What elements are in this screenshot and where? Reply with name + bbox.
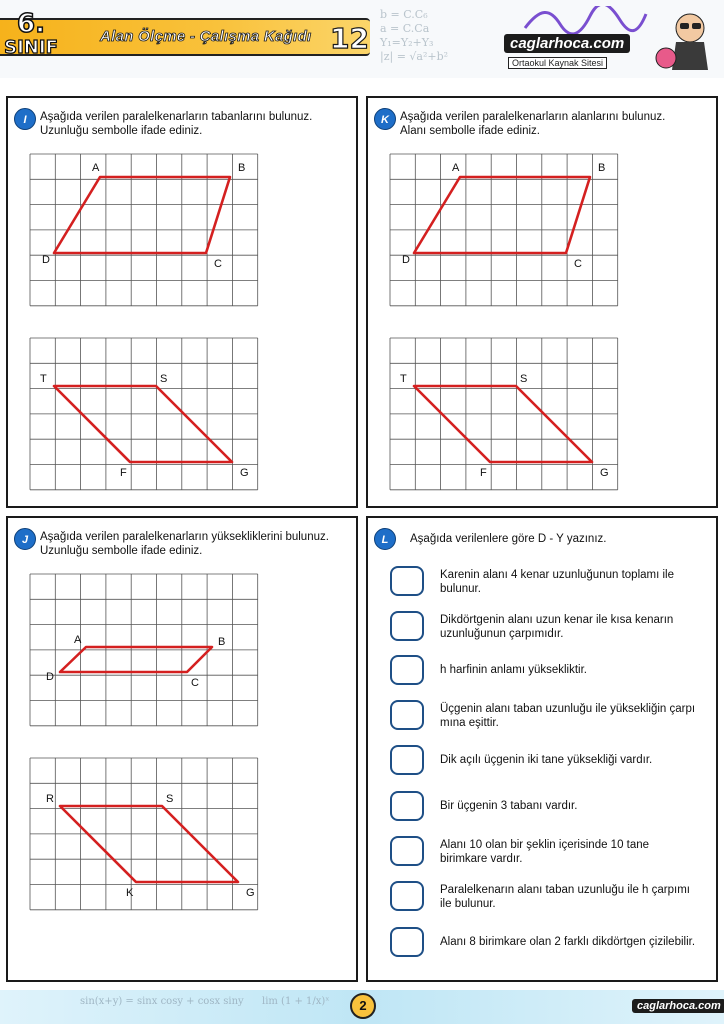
sheet-number: 12	[330, 22, 369, 55]
parallelogram	[60, 806, 238, 882]
question-j-text	[40, 530, 358, 558]
formula-4: |z| = √a²+b²	[380, 50, 449, 63]
statement-line: h harfinin anlamı yüksekliktir.	[440, 664, 588, 676]
badge-i: I	[14, 108, 36, 130]
answer-box[interactable]	[390, 791, 424, 821]
question-i-line1: Aşağıda verilen paralelkenarların tabanlarını bulunuz.	[40, 111, 313, 123]
statement-line: Karenin alanı 4 kenar uzunluğunun toplamı ile	[440, 569, 674, 581]
statement-line: Paralelkenarın alanı taban uzunluğu ile h çarpımı	[440, 884, 690, 896]
formula-1: b = C.C₆	[380, 8, 428, 21]
statement-line: Bir üçgenin 3 tabanı vardır.	[440, 800, 578, 812]
page-header	[0, 0, 724, 78]
vertex-label: T	[400, 373, 407, 385]
answer-box[interactable]	[390, 655, 424, 685]
grade-badge	[4, 10, 58, 68]
badge-j: J	[14, 528, 36, 550]
footer-brand[interactable]: caglarhoca.com	[632, 999, 724, 1013]
vertex-label: A	[92, 162, 100, 174]
statement-line: ile bulunur.	[440, 898, 496, 910]
formula-3: Y₁=Y₂+Y₃	[380, 36, 434, 49]
vertex-label: T	[40, 373, 47, 385]
vertex-label: C	[214, 258, 222, 270]
statement-text	[440, 838, 720, 866]
question-k-text	[400, 110, 718, 138]
statement-line: mına eşittir.	[440, 717, 499, 729]
answer-box[interactable]	[390, 927, 424, 957]
question-j-line2: Uzunluğu sembolle ifade ediniz.	[40, 545, 203, 557]
grid-j-2	[28, 756, 276, 914]
grid-i-2	[28, 336, 268, 494]
answer-box[interactable]	[390, 745, 424, 775]
panel-k	[366, 96, 718, 508]
statement-text	[440, 613, 720, 641]
vertex-label: G	[246, 887, 255, 899]
parallelogram	[60, 647, 212, 672]
answer-box[interactable]	[390, 611, 424, 641]
vertex-label: S	[520, 373, 528, 385]
grid-k-2	[388, 336, 628, 494]
vertex-label: B	[218, 636, 226, 648]
answer-box[interactable]	[390, 881, 424, 911]
question-j-line1: Aşağıda verilen paralelkenarların yüksekliklerini bulunuz.	[40, 531, 329, 543]
statement-text	[440, 663, 720, 677]
vertex-label: G	[600, 467, 609, 479]
vertex-label: K	[126, 887, 134, 899]
vertex-label: B	[598, 162, 606, 174]
statement-line: uzunluğunun çarpımıdır.	[440, 628, 564, 640]
statement-text	[440, 753, 720, 767]
footer-formula-right: lim (1 + 1/x)ˣ	[262, 996, 330, 1007]
answer-box[interactable]	[390, 566, 424, 596]
header-formulas	[380, 8, 448, 64]
vertex-label: R	[46, 793, 54, 805]
grid-j-1	[28, 572, 276, 730]
mascot-icon	[652, 8, 718, 72]
footer-formula-left: sin(x+y) = sinx cosy + cosx siny	[80, 996, 244, 1007]
vertex-label: D	[402, 254, 410, 266]
statement-line: Alanı 10 olan bir şeklin içerisinde 10 tane	[440, 839, 650, 851]
vertex-label: C	[574, 258, 582, 270]
brand-logo[interactable]: caglarhoca.com	[504, 34, 630, 53]
statement-line: birimkare vardır.	[440, 853, 523, 865]
vertex-label: A	[74, 634, 82, 646]
vertex-label: A	[452, 162, 460, 174]
sheet-title: Alan Ölçme - Çalışma Kağıdı	[100, 28, 312, 45]
grade-number: 6.	[17, 9, 45, 39]
panel-l	[366, 516, 718, 982]
statement-text	[440, 799, 720, 813]
grade-word: SINIF	[4, 37, 58, 58]
vertex-label: F	[480, 467, 487, 479]
statement-text	[440, 935, 720, 949]
statement-line: Dik açılı üçgenin iki tane yüksekliği vardır.	[440, 754, 653, 766]
answer-box[interactable]	[390, 836, 424, 866]
panel-j	[6, 516, 358, 982]
vertex-label: D	[42, 254, 50, 266]
grid-i-1	[28, 152, 268, 310]
page-number: 2	[350, 993, 376, 1019]
statement-text	[440, 883, 720, 911]
question-l-text: Aşağıda verilenlere göre D - Y yazınız.	[410, 533, 607, 545]
badge-k: K	[374, 108, 396, 130]
wave-icon	[520, 6, 650, 36]
question-k-line1: Aşağıda verilen paralelkenarların alanlarını bulunuz.	[400, 111, 666, 123]
vertex-label: B	[238, 162, 246, 174]
vertex-label: S	[166, 793, 174, 805]
statement-line: bulunur.	[440, 583, 481, 595]
formula-2: a = C.Ca	[380, 22, 430, 35]
question-i-text	[40, 110, 358, 138]
answer-box[interactable]	[390, 700, 424, 730]
vertex-label: C	[191, 677, 199, 689]
statement-text	[440, 702, 720, 730]
vertex-label: F	[120, 467, 127, 479]
vertex-label: S	[160, 373, 168, 385]
statement-text	[440, 568, 720, 596]
grid-k-1	[388, 152, 628, 310]
panel-i	[6, 96, 358, 508]
statement-line: Üçgenin alanı taban uzunluğu ile yüksekliğin çarpı	[440, 703, 696, 715]
statement-line: Alanı 8 birimkare olan 2 farklı dikdörtgen çizilebilir.	[440, 936, 696, 948]
vertex-label: G	[240, 467, 249, 479]
badge-l: L	[374, 528, 396, 550]
question-i-line2: Uzunluğu sembolle ifade ediniz.	[40, 125, 203, 137]
statement-line: Dikdörtgenin alanı uzun kenar ile kısa kenarın	[440, 614, 674, 626]
question-k-line2: Alanı sembolle ifade ediniz.	[400, 125, 540, 137]
page-footer	[0, 990, 724, 1024]
vertex-label: D	[46, 671, 54, 683]
brand-subtitle: Ortaokul Kaynak Sitesi	[508, 57, 607, 69]
